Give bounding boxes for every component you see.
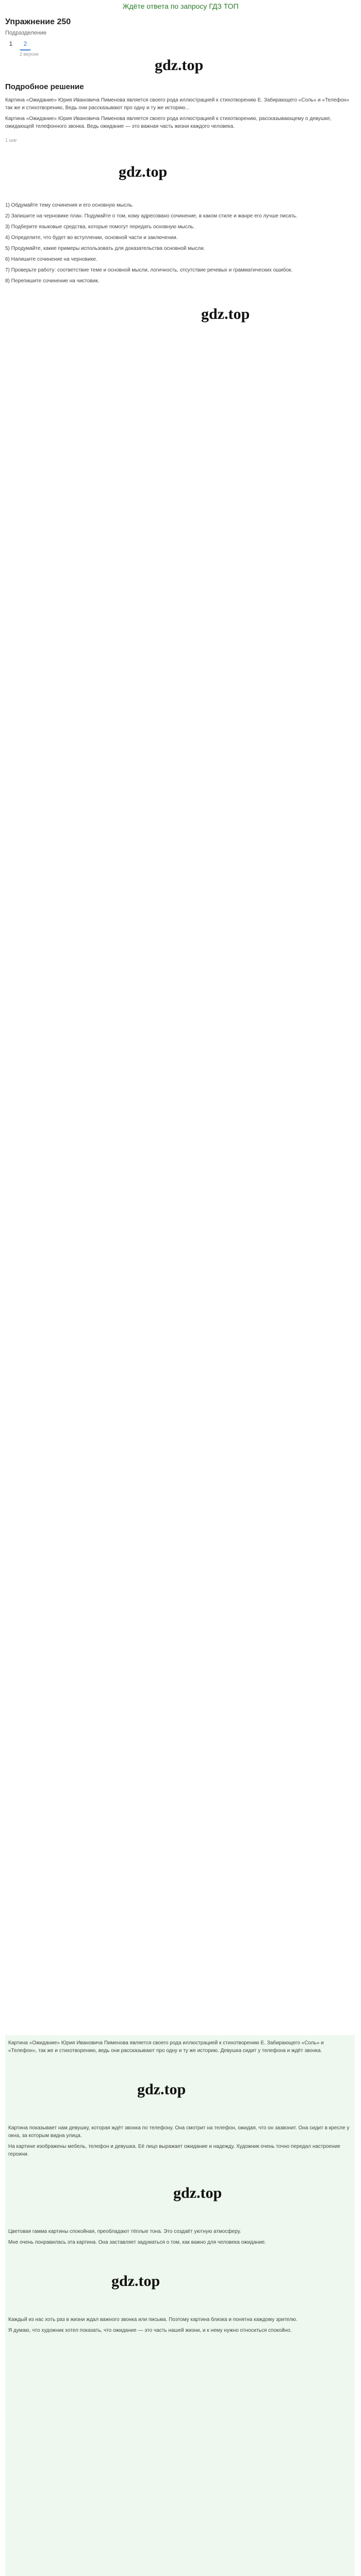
intro-paragraph: Картина «Ожидание» Юрия Ивановича Пименова является своего рода иллюстрацией к стихотворению Е. Забирающего «Соль» и «Телефон» так же и стихотворению, Ведь они рассказывают про одну и ту же историю...	[5, 97, 350, 111]
step-item: 8) Перепишите сочинение на чистовик.	[5, 278, 100, 284]
top-link[interactable]: Ждёте ответа по запросу ГДЗ ТОП	[122, 2, 239, 10]
watermark: gdz.top	[173, 2184, 222, 2201]
pager-item-1[interactable]: 1	[9, 40, 13, 47]
pager	[5, 38, 39, 57]
watermark: gdz.top	[201, 306, 250, 323]
pager-item-2[interactable]: 2	[20, 38, 31, 50]
step-item: 3) Подберите языковые средства, которые помогут передать основную мысль.	[5, 224, 195, 230]
answer-paragraph: Мне очень понравилась эта картина. Она заставляет задуматься о том, как важно для человека ожидание.	[8, 2240, 267, 2245]
pager-sub: 2 версии	[20, 52, 39, 57]
section-title: Подробное решение	[5, 82, 84, 91]
answer-paragraph: На картине изображены мебель, телефон и девушка. Её лицо выражает ожидание и надежду. Художник очень точно передал настроение героини.	[8, 2144, 340, 2157]
answer-paragraph: Я думаю, что художник хотел показать, что ожидание — это часть нашей жизни, и к нему нужно относиться спокойно.	[8, 2328, 292, 2333]
step-note: 1 шаг	[5, 138, 18, 143]
step-item: 7) Проверьте работу: соответствие теме и основной мысли, логичность, отсутствие речевых и грамматических ошибок.	[5, 267, 293, 273]
step-item: 6) Напишите сочинение на черновике.	[5, 257, 97, 262]
watermark: gdz.top	[119, 163, 168, 180]
step-item: 5) Продумайте, какие примеры использовать для доказательства основной мысли.	[5, 246, 205, 251]
steps-list	[5, 201, 356, 285]
answer-paragraph: Каждый из нас хоть раз в жизни ждал важного звонка или письма. Поэтому картина близка и понятна каждому зрителю.	[8, 2317, 298, 2323]
answer-paragraph: Цветовая гамма картины спокойная, преобладают тёплые тона. Это создаёт уютную атмосферу.	[8, 2229, 241, 2234]
step-item: 1) Обдумайте тему сочинения и его основную мысль.	[5, 202, 134, 208]
watermark: gdz.top	[137, 2081, 186, 2098]
answer-paragraph: Картина показывает нам девушку, которая ждёт звонка по телефону. Она смотрит на телефон, ожидая, что он зазвонит. Она сидит в кресле у окна, за которым видна улица.	[8, 2125, 350, 2139]
intro-text	[5, 96, 356, 130]
step-item: 4) Определите, что будет во вступлении, основной части и заключении.	[5, 235, 178, 241]
step-item: 2) Запишите на черновике план. Подумайте о том, кому адресовано сочинение, в каком стиле и жанре его лучше писать.	[5, 213, 298, 219]
page-title: Упражнение 250	[5, 18, 71, 26]
watermark: gdz.top	[155, 57, 204, 74]
intro-paragraph: Картина «Ожидание» Юрия Ивановича Пименова является своего рода иллюстрацией к стихотворению, рассказывающему о девушке, ожидающей телефонного звонка. Ведь ожидание — это важная часть жизни каждого человека.	[5, 116, 332, 129]
solution-section	[5, 82, 356, 333]
answer-text	[8, 2039, 352, 2334]
answer-paragraph: Картина «Ожидание» Юрия Ивановича Пименова является своего рода иллюстрацией к стихотворению Е. Забирающего «Соль» и «Телефон», так же и стихотворению, ведь они рассказывают про одну и ту же историю. Девушка сидит у телефона и ждёт звонка.	[8, 2040, 324, 2054]
tabs-label: Подразделение	[5, 30, 47, 36]
answer-box	[5, 2035, 355, 2576]
watermark: gdz.top	[111, 2273, 160, 2290]
